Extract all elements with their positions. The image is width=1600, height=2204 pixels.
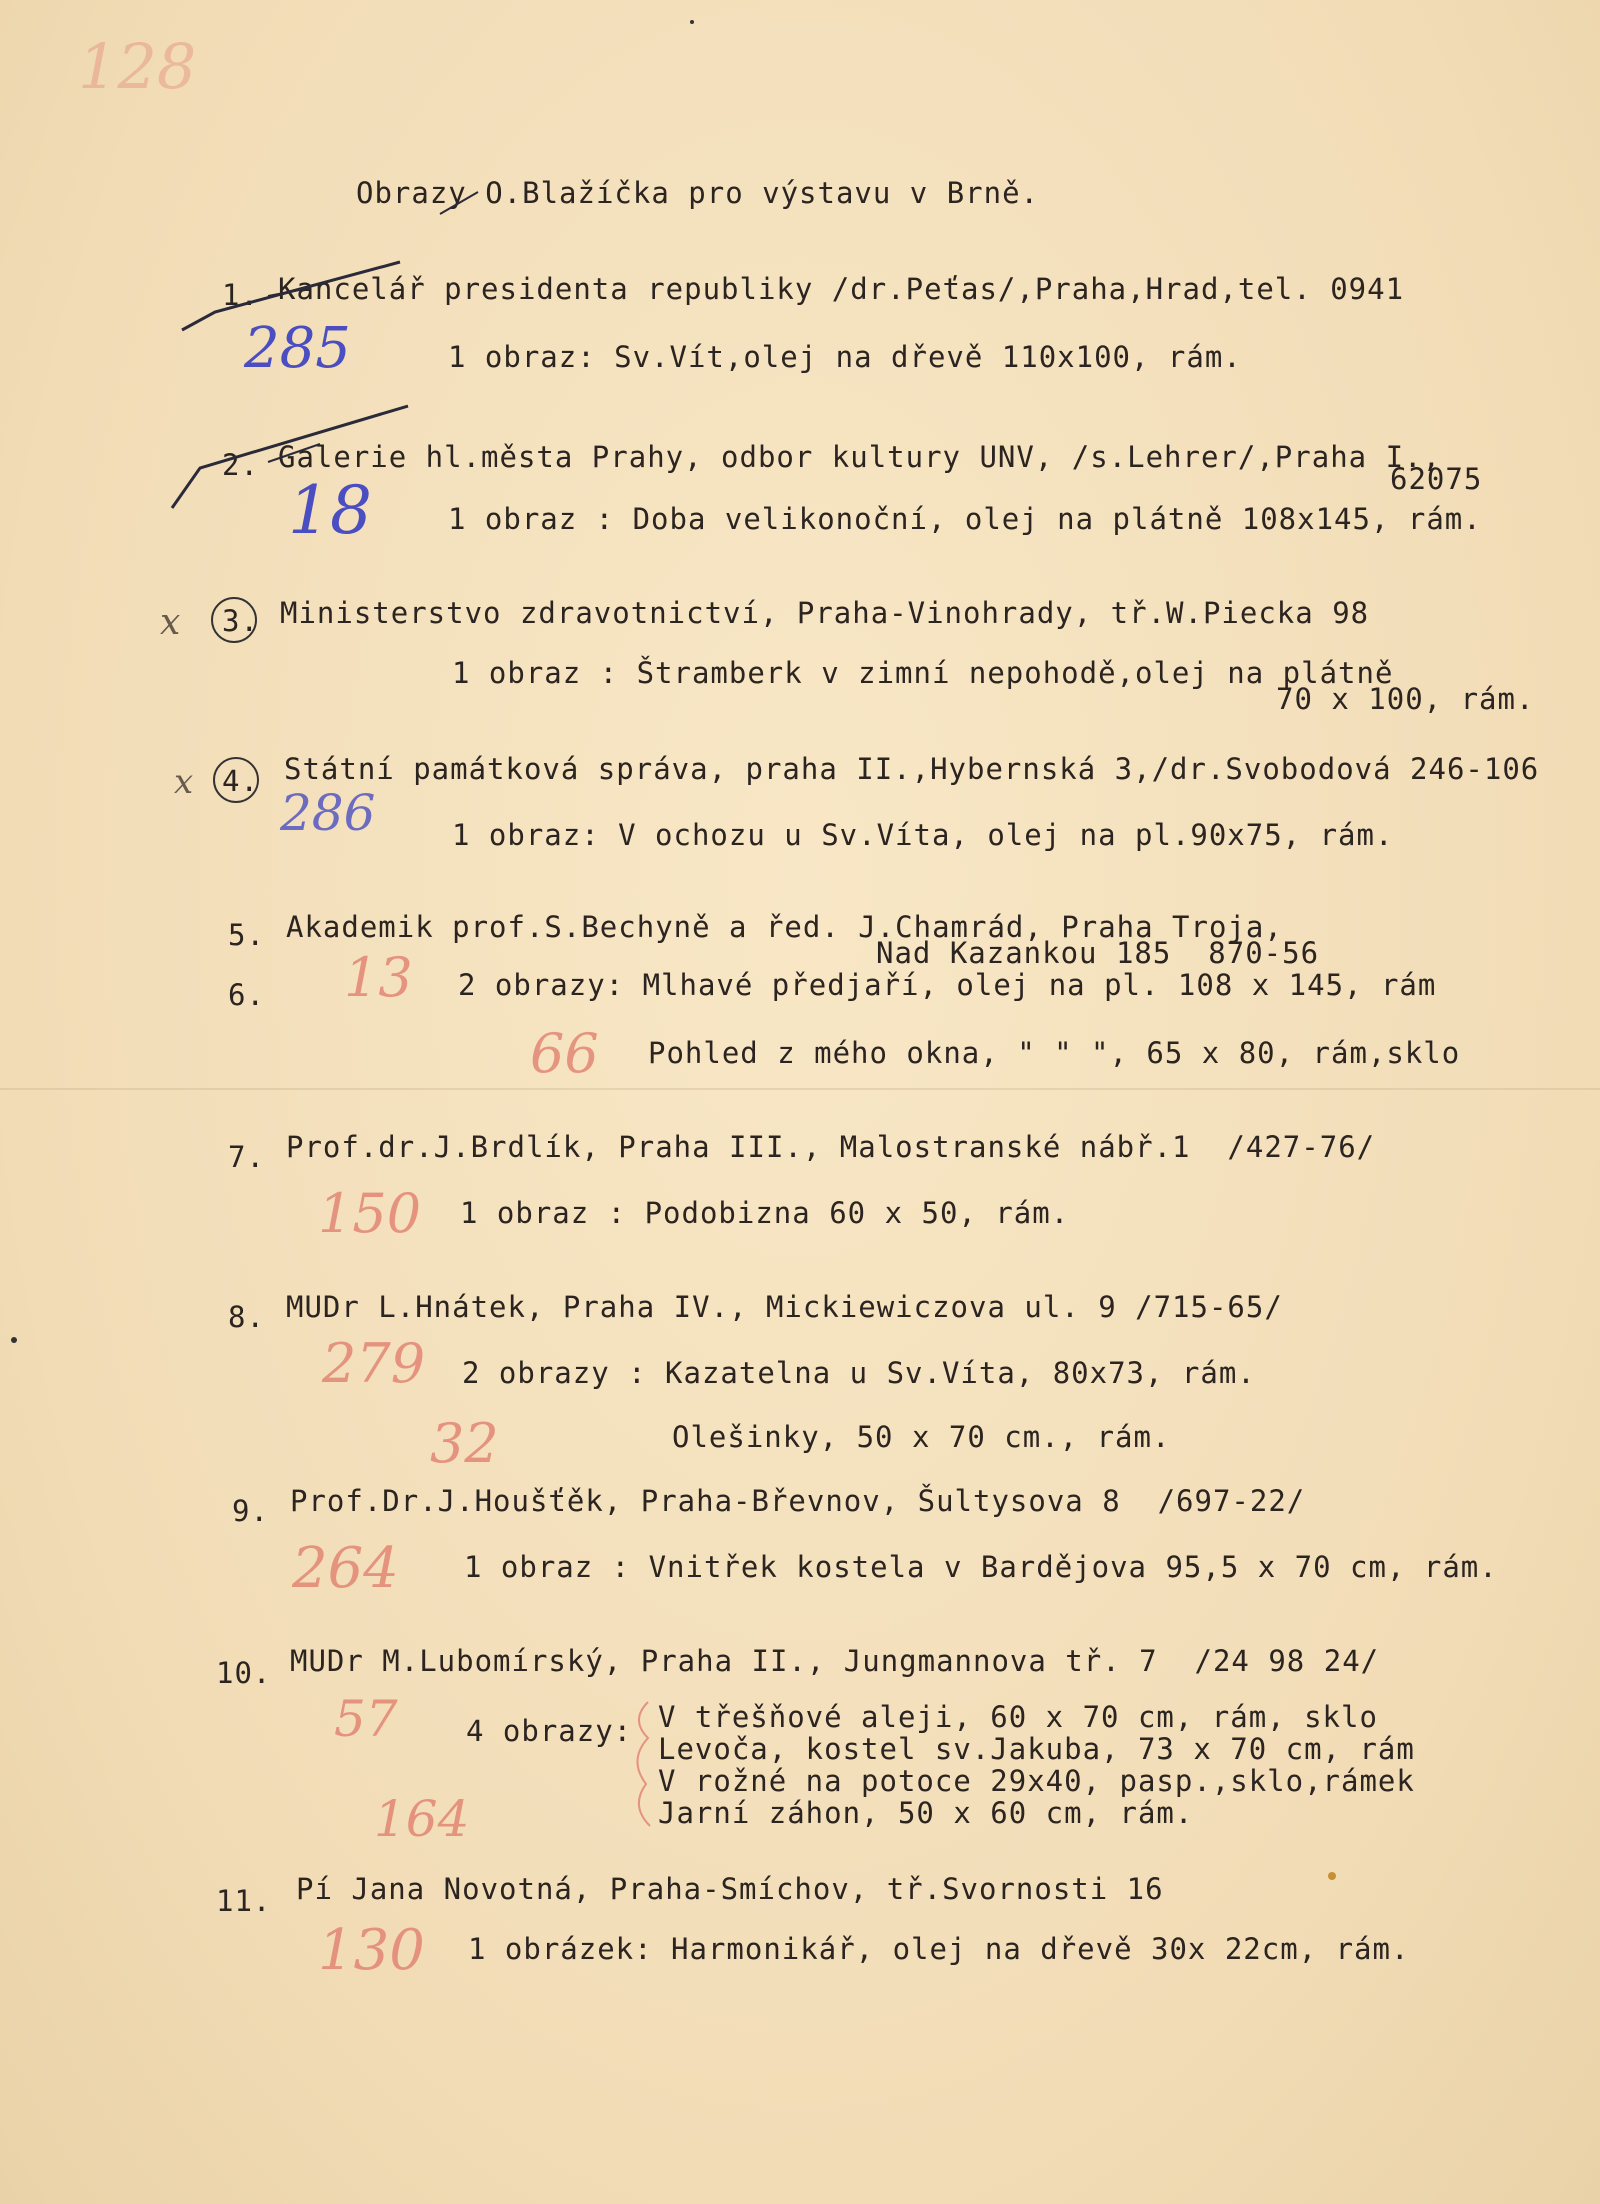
entry-11-painting: 1 obrázek: Harmonikář, olej na dřevě 30x 22cm, rám. bbox=[468, 1932, 1410, 1966]
entry-1-address: Kancelář presidenta republiky /dr.Peťas/,Praha,Hrad,tel. 0941 bbox=[278, 272, 1405, 306]
paper-spot bbox=[1328, 1872, 1336, 1880]
entry-9-number: 9. bbox=[232, 1494, 269, 1528]
entry-8-painting-2: Olešinky, 50 x 70 cm., rám. bbox=[672, 1420, 1171, 1454]
entry-6-number: 6. bbox=[228, 978, 265, 1012]
entry-11-address: Pí Jana Novotná, Praha-Smíchov, tř.Svornosti 16 bbox=[296, 1872, 1164, 1906]
entry-7-handwritten-number: 150 bbox=[318, 1182, 422, 1245]
entry-3-address: Ministerstvo zdravotnictví, Praha-Vinohrady, tř.W.Piecka 98 bbox=[280, 596, 1370, 630]
entry-6-painting-2: Pohled z mého okna, " " ", 65 x 80, rám,sklo bbox=[648, 1036, 1461, 1070]
entry-3-pencil-mark: x bbox=[160, 602, 181, 643]
entry-2-telephone: 62075 bbox=[1390, 462, 1483, 496]
entry-2-number: 2. bbox=[222, 448, 259, 482]
entry-3-painting: 1 obraz : Štramberk v zimní nepohodě,olej na plátně bbox=[452, 656, 1394, 690]
paper-spot bbox=[11, 1337, 17, 1343]
entry-1-painting: 1 obraz: Sv.Vít,olej na dřevě 110x100, rám. bbox=[448, 340, 1242, 374]
entry-9-address: Prof.Dr.J.Houšťěk, Praha-Břevnov, Šultysova 8 /697-22/ bbox=[290, 1484, 1306, 1518]
entry-4-number: 4. bbox=[222, 764, 259, 798]
entry-6-handwritten-number-2: 66 bbox=[530, 1022, 599, 1085]
entry-4-painting: 1 obraz: V ochozu u Sv.Víta, olej na pl.90x75, rám. bbox=[452, 818, 1394, 852]
entry-10-painting-3: V rožné na potoce 29x40, pasp.,sklo,rámek bbox=[658, 1764, 1415, 1798]
entry-10-address: MUDr M.Lubomírský, Praha II., Jungmannova tř. 7 /24 98 24/ bbox=[290, 1644, 1380, 1678]
entry-10-painting-2: Levoča, kostel sv.Jakuba, 73 x 70 cm, rám bbox=[658, 1732, 1415, 1766]
entry-7-number: 7. bbox=[228, 1140, 265, 1174]
entry-11-handwritten-number: 130 bbox=[318, 1918, 425, 1983]
paper-spot bbox=[690, 20, 694, 24]
entry-1-handwritten-number: 285 bbox=[244, 316, 351, 381]
entry-3-number: 3. bbox=[222, 604, 259, 638]
entry-8-handwritten-number-2: 32 bbox=[430, 1412, 499, 1475]
entry-7-painting: 1 obraz : Podobizna 60 x 50, rám. bbox=[460, 1196, 1070, 1230]
entry-9-handwritten-number: 264 bbox=[292, 1536, 399, 1601]
entry-2-address: Galerie hl.města Prahy, odbor kultury UNV, /s.Lehrer/,Praha I., bbox=[278, 440, 1441, 474]
entry-10-number: 10. bbox=[216, 1656, 272, 1690]
paper-fold bbox=[0, 1088, 1600, 1090]
entry-4-pencil-mark: x bbox=[174, 762, 194, 802]
entry-6-painting-1: 2 obrazy: Mlhavé předjaří, olej na pl. 108 x 145, rám bbox=[458, 968, 1437, 1002]
entry-10-painting-1: V třešňové aleji, 60 x 70 cm, rám, sklo bbox=[658, 1700, 1378, 1734]
entry-1-number: 1. bbox=[222, 278, 259, 312]
entry-8-painting-1: 2 obrazy : Kazatelna u Sv.Víta, 80x73, rám. bbox=[462, 1356, 1256, 1390]
entry-5-number: 5. bbox=[228, 918, 265, 952]
entry-2-painting: 1 obraz : Doba velikonoční, olej na plátně 108x145, rám. bbox=[448, 502, 1482, 536]
entry-8-address: MUDr L.Hnátek, Praha IV., Mickiewiczova ul. 9 /715-65/ bbox=[286, 1290, 1283, 1324]
entry-5-address-line2: Nad Kazankou 185 870-56 bbox=[876, 936, 1320, 970]
entry-9-painting: 1 obraz : Vnitřek kostela v Bardějova 95,5 x 70 cm, rám. bbox=[464, 1550, 1498, 1584]
pencil-page-number: 128 bbox=[78, 30, 197, 103]
entry-5-address: Akademik prof.S.Bechyně a řed. J.Chamrád, Praha Troja, bbox=[286, 910, 1283, 944]
entry-4-handwritten-number: 286 bbox=[280, 784, 376, 842]
entry-10-red-bracket bbox=[637, 1702, 650, 1826]
entry-4-address: Státní památková správa, praha II.,Hybernská 3,/dr.Svobodová 246-106 bbox=[284, 752, 1540, 786]
entry-10-label: 4 obrazy: bbox=[466, 1714, 633, 1748]
entry-10-handwritten-number-2: 164 bbox=[374, 1790, 470, 1848]
entry-11-number: 11. bbox=[216, 1884, 272, 1918]
entry-10-painting-4: Jarní záhon, 50 x 60 cm, rám. bbox=[658, 1796, 1194, 1830]
entry-10-handwritten-number: 57 bbox=[334, 1690, 398, 1748]
entry-8-number: 8. bbox=[228, 1300, 265, 1334]
entry-2-handwritten-number: 18 bbox=[288, 472, 372, 549]
entry-6-handwritten-number: 13 bbox=[344, 946, 413, 1009]
entry-7-address: Prof.dr.J.Brdlík, Praha III., Malostranské nábř.1 /427-76/ bbox=[286, 1130, 1376, 1164]
entry-3-painting-size: 70 x 100, rám. bbox=[1276, 682, 1535, 716]
entry-8-handwritten-number: 279 bbox=[322, 1332, 426, 1395]
document-title: Obrazy O.Blažíčka pro výstavu v Brně. bbox=[356, 176, 1040, 210]
